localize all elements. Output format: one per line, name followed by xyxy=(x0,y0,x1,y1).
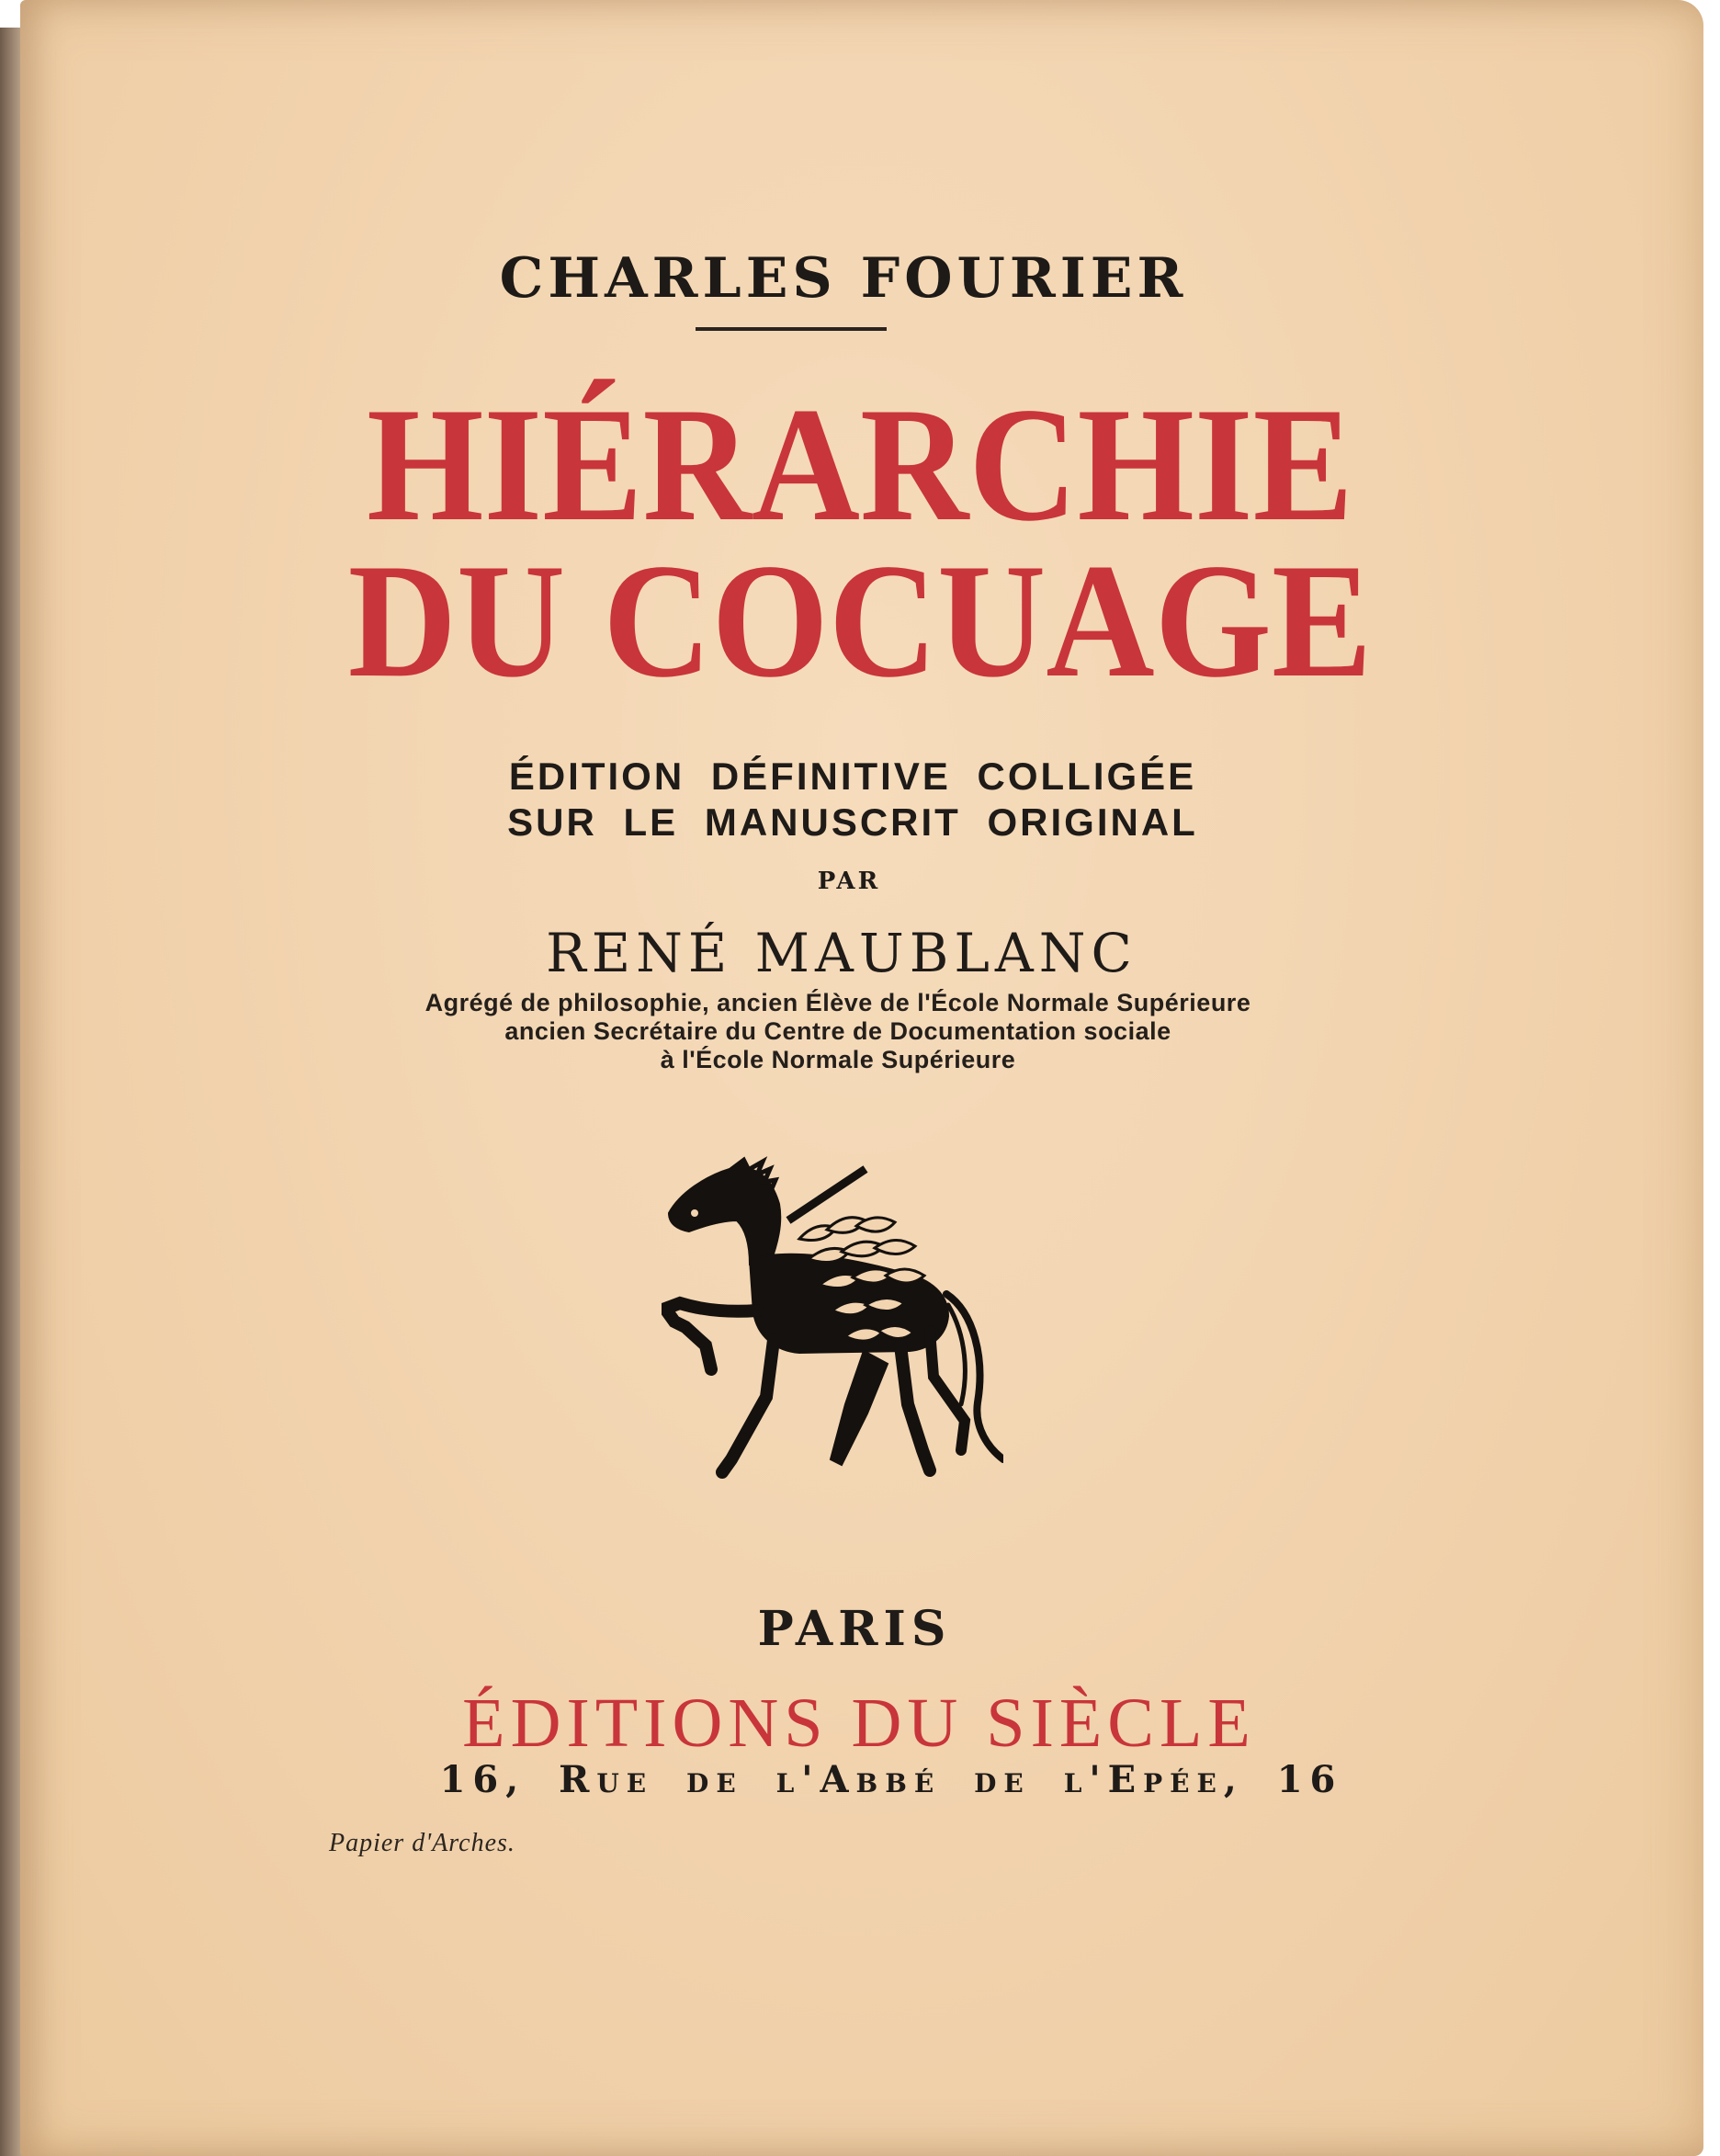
paper-note: Papier d'Arches. xyxy=(329,1829,515,1857)
subtitle-line-1: ÉDITION DÉFINITIVE COLLIGÉE xyxy=(508,755,1197,798)
title-rule-divider xyxy=(696,327,887,331)
title-line-2: DU COCUAGE xyxy=(347,529,1373,711)
subtitle-line-2: SUR LE MANUSCRIT ORIGINAL xyxy=(507,800,1198,844)
publisher-name: ÉDITIONS DU SIÈCLE xyxy=(462,1685,1256,1762)
editor-name: RENÉ MAUBLANC xyxy=(546,922,1137,984)
edition-subtitle xyxy=(11,754,1694,845)
winged-horse-emblem-icon xyxy=(662,1156,1003,1485)
editor-credentials xyxy=(0,989,1680,1074)
author-name: CHARLES FOURIER xyxy=(499,246,1188,311)
cover-paper xyxy=(20,0,1703,2156)
book-title xyxy=(85,373,1634,711)
credential-line-2: ancien Secrétaire du Centre de Documentation sociale xyxy=(504,1017,1171,1045)
credential-line-3: à l'École Normale Supérieure xyxy=(660,1046,1016,1073)
publication-city: PARIS xyxy=(757,1601,952,1657)
title-line-1: HIÉRARCHIE xyxy=(367,373,1353,555)
credential-line-1: Agrégé de philosophie, ancien Élève de l'École Normale Supérieure xyxy=(424,989,1251,1016)
publisher-address: 16, Rue de l'Abbé de l'Epée, 16 xyxy=(439,1758,1343,1801)
by-label: PAR xyxy=(817,868,881,895)
